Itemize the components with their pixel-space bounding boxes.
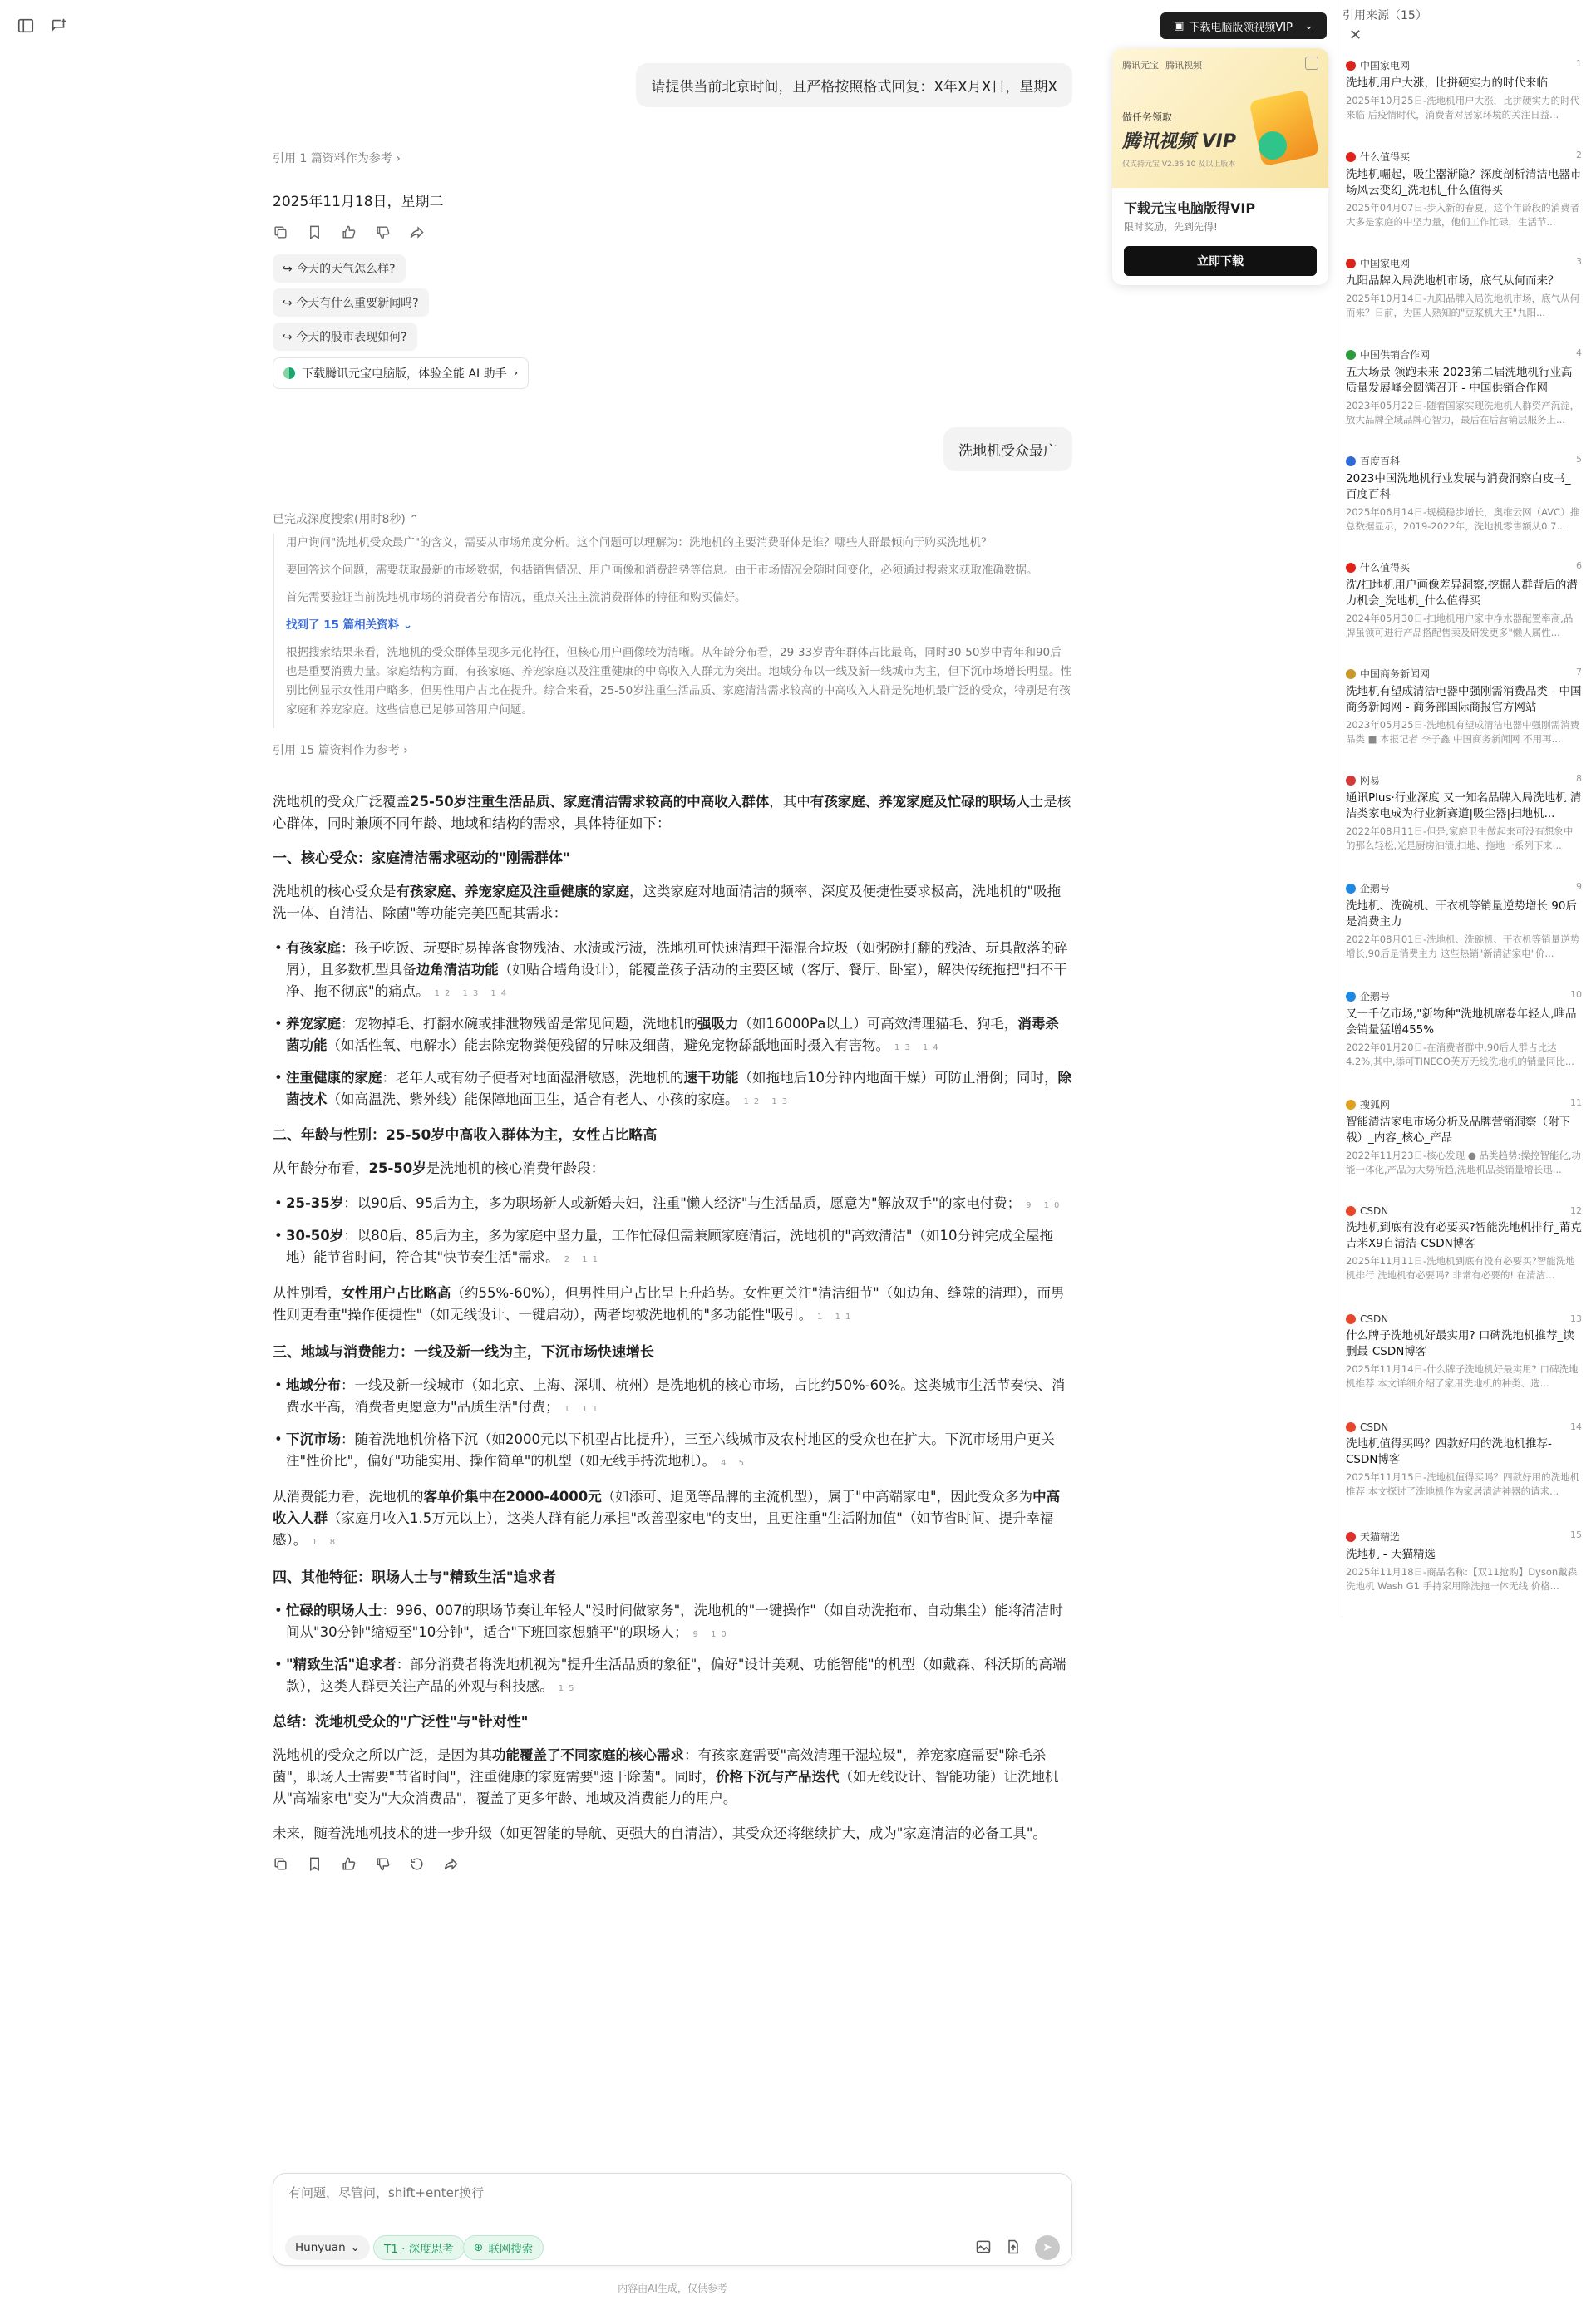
section-heading: 二、年龄与性别：25-50岁中高收入群体为主，女性占比略高	[273, 1127, 658, 1144]
source-snippet: 2025年10月14日-九阳品牌入局洗地机市场，底气从何而来？日前，为国人熟知的"豆浆机大王"九阳...	[1346, 293, 1580, 318]
source-item[interactable]	[1346, 1421, 1582, 1499]
source-name: 百度百科	[1360, 456, 1401, 467]
source-snippet: 2025年11月15日-洗地机值得买吗？四款好用的洗地机推荐 本文探讨了洗地机作为家居清洁神器的请求...	[1346, 1471, 1580, 1497]
send-icon[interactable]: ➤	[1035, 2235, 1060, 2260]
thumbs-up-icon[interactable]	[341, 1856, 357, 1872]
source-name: 中国家电网	[1360, 258, 1411, 269]
source-title: 五大场景 领跑未来 2023第二届洗地机行业高质量发展峰会圆满召开 - 中国供销合作网	[1346, 366, 1573, 395]
section-heading: 四、其他特征：职场人士与"精致生活"追求者	[273, 1569, 556, 1586]
source-number: 7	[1576, 667, 1582, 677]
thinking-content: 用户询问"洗地机受众最广"的含义，需要从市场角度分析。这个问题可以理解为：洗地机的主要消费群体是谁？哪些人群最倾向于购买洗地机？ 要回答这个问题，需要获取最新的市场数据，包括销售情况、用户画像和消费趋势等信息。由于市场情况会随时间变化，必须通过搜索来获取准确数据。 首先需要验证当前洗地机市场的消费者分布情况，重点关注主流消费群体的特征和购买偏好。 找到了 15 篇相关资料 ⌄ 根据搜索结果来看，洗地机的受众群体呈现多元化特征，但核心用户画像较为清晰。从年龄分布看，29-33岁青年群体占比最高，同时30-50岁中青年和90后也是重要消费力量。家庭结构方面，有孩家庭、养宠家庭以及注重健康的中高收入人群尤为突出。地域分布以一线及新一线城市为主，但下沉市场增长明显。性别比例显示女性用户略多，但男性用户占比在提升。综合来看，25-50岁注重生活品质、家庭清洁需求较高的中高收入人群是洗地机最广泛的受众，特别是有孩家庭和养宠家庭。这些信息已足够回答用户问题。	[273, 534, 1072, 728]
list-item: • 30-50岁：以80后、85后为主，多为家庭中坚力量，工作忙碌但需兼顾家庭清洁，洗地机的"高效清洁"（如10分钟完成全屋拖地）能节省时间，符合其"快节奏生活"需求。 2 11	[273, 1225, 1072, 1271]
list-item: • 养宠家庭：宠物掉毛、打翻水碗或排泄物残留是常见问题，洗地机的强吸力（如16000Pa以上）可高效清理猫毛、狗毛，消毒杀菌功能（如活性氧、电解水）能去除宠物粪便残留的异味及细菌，避免宠物舔舐地面时摄入有害物。 13 14	[273, 1013, 1072, 1059]
ad-title: 下载元宝电脑版得VIP	[1124, 200, 1256, 216]
globe-icon: ⊕	[474, 2241, 484, 2254]
source-snippet: 2025年10月25日-洗地机用户大涨，比拼硬实力的时代来临 后疫情时代，消费者对居家环境的关注日益...	[1346, 95, 1580, 121]
source-name: 什么值得买	[1360, 562, 1411, 574]
source-number: 8	[1576, 773, 1582, 784]
source-title: 洗地机有望成清洁电器中强刚需消费品类 - 中国商务新闻网 - 商务部国际商报官方网站	[1346, 685, 1582, 714]
source-number: 5	[1576, 454, 1582, 465]
source-number: 9	[1576, 881, 1582, 892]
source-logo-icon	[1346, 350, 1356, 360]
source-item[interactable]	[1346, 150, 1582, 229]
source-title: 洗地机值得买吗？四款好用的洗地机推荐-CSDN博客	[1346, 1437, 1552, 1466]
source-snippet: 2025年06月14日-规模稳步增长，奥维云网（AVC）推总数据显示，2019-2022年，洗地机零售额从0.7...	[1346, 506, 1580, 532]
source-snippet: 2025年11月18日-商品名称:【双11抢购】Dyson戴森洗地机 Wash G1 手持家用除洗拖一体无线 价格...	[1346, 1566, 1578, 1592]
source-item[interactable]	[1346, 256, 1582, 320]
source-snippet: 2022年01月20日-在消费者群中,90后人群占比达4.2%,其中,添可TINECO芙万无线洗地机的销量同比...	[1346, 1042, 1574, 1067]
source-item[interactable]	[1346, 1097, 1582, 1177]
reference-marks[interactable]: 9 10	[692, 1630, 732, 1639]
suggestion-1[interactable]: ↪ 今天的天气怎么样?	[273, 254, 406, 283]
source-number: 2	[1576, 150, 1582, 160]
reference-marks[interactable]: 2 11	[564, 1255, 603, 1264]
source-item[interactable]	[1346, 989, 1582, 1069]
source-item[interactable]	[1346, 560, 1582, 640]
source-snippet: 2023年05月22日-随着国家实现洗地机人群资产沉淀，放大品牌全域品牌心智力，最后在后营销层服务上...	[1346, 400, 1580, 426]
reference-marks[interactable]: 15	[558, 1684, 579, 1693]
source-logo-icon	[1346, 884, 1356, 894]
reference-marks[interactable]: 13 14	[894, 1043, 943, 1052]
source-logo-icon	[1346, 992, 1356, 1002]
source-name: 企鹅号	[1360, 883, 1391, 894]
source-name: 天猫精选	[1360, 1531, 1401, 1543]
vip-ad-card	[1112, 48, 1328, 285]
message-actions	[273, 1856, 1072, 1872]
section-heading: 一、核心受众：家庭清洁需求驱动的"刚需群体"	[273, 850, 570, 867]
list-item: • 忙碌的职场人士：996、007的职场节奏让年轻人"没时间做家务"，洗地机的"一键操作"（如自动洗拖布、自动集尘）能将清洁时间从"30分钟"缩短至"10分钟"，适合"下班回家想躺平"的职场人； 9 10	[273, 1600, 1072, 1646]
reference-marks[interactable]: 1 11	[817, 1313, 856, 1322]
bullet-list	[273, 1375, 1072, 1475]
chevron-down-icon: ⌄	[1303, 19, 1313, 32]
sources-header: 引用来源（15）	[1342, 9, 1427, 22]
source-title: 洗地机、洗碗机、干衣机等销量逆势增长 90后是消费主力	[1346, 899, 1577, 928]
source-number: 11	[1570, 1097, 1582, 1108]
disclaimer: 内容由AI生成，仅供参考	[618, 2283, 727, 2294]
image-upload-icon[interactable]	[975, 2239, 992, 2255]
source-logo-icon	[1346, 259, 1356, 268]
yuanbao-logo: 腾讯元宝	[1122, 60, 1159, 71]
source-number: 15	[1570, 1529, 1582, 1540]
chat-input[interactable]	[288, 2185, 1053, 2200]
source-number: 4	[1576, 347, 1582, 358]
deep-search-toggle[interactable]: 已完成深度搜索(用时8秒) ⌃	[273, 513, 420, 526]
source-number: 14	[1570, 1421, 1582, 1432]
source-snippet: 2022年08月01日-洗地机、洗碗机、干衣机等销量逆势增长,90后是消费主力 这些热销"新清洁家电"价...	[1346, 933, 1580, 959]
assistant-answer: 洗地机的受众广泛覆盖25-50岁注重生活品质、家庭清洁需求较高的中高收入群体，其中有孩家庭、养宠家庭及忙碌的职场人士是核心群体，同时兼顾不同年龄、地域和结构的需求，具体特征如下： 一、核心受众：家庭清洁需求驱动的"刚需群体" 洗地机的核心受众是有孩家庭、养宠家庭及注重健康的家庭，这类家庭对地面清洁的频率、深度及便捷性要求极高，洗地机的"吸拖洗一体、自清洁、除菌"等功能完美匹配其需求： • 有孩家庭：孩子吃饭、玩耍时易掉落食物残渣、水渍或污渍，洗地机可快速清理干湿混合垃圾（如粥碗打翻的残渣、玩具散落的碎屑），且多数机型具备边角清洁功能（如贴合墙角设计），能覆盖孩子活动的主要区域（客厅、餐厅、卧室），解决传统拖把"扫不干净、拖不彻底"的痛点。 12 13 14 • 养宠家庭：宠物掉毛、打翻水碗或排泄物残留是常见问题，洗地机的强吸力（如16000Pa以上）可高效清理猫毛、狗毛，消毒杀菌功能（如活性氧、电解水）能去除宠物粪便残留的异味及细菌，避免宠物舔舐地面时摄入有害物。 13 14 • 注重健康的家庭：老年人或有幼子便者对地面湿滑敏感，洗地机的速干功能（如拖地后10分钟内地面干燥）可防止滑倒；同时，除菌技术（如高温洗、紫外线）能保障地面卫生，适合有老人、小孩的家庭。 12 13 二、年龄与性别：25-50岁中高收入群体为主，女性占比略高 从年龄分布看，25-50岁是洗地机的核心消费年龄段： • 25-35岁：以90后、95后为主，多为职场新人或新婚夫妇，注重"懒人经济"与生活品质，愿意为"解放双手"的家电付费； 9 10 • 30-50岁：以80后、85后为主，多为家庭中坚力量，工作忙碌但需兼顾家庭清洁，洗地机的"高效清洁"（如10分钟完成全屋拖地）能节省时间，符合其"快节奏生活"需求。 2 11 从性别看，女性用户占比略高（约55%-60%），但男性用户占比呈上升趋势。女性更关注"清洁细节"（如边角、缝隙的清理），而男性则更看重"操作便捷性"（如无线设计、一键启动），两者均被洗地机的"多功能性"吸引。 1 11 三、地域与消费能力：一线及新一线为主，下沉市场快速增长 • 地域分布：一线及新一线城市（如北京、上海、深圳、杭州）是洗地机的核心市场，占比约50%-60%。这类城市生活节奏快、消费水平高，消费者更愿意为"品质生活"付费； 1 11 • 下沉市场：随着洗地机价格下沉（如2000元以下机型占比提升），三至六线城市及农村地区的受众也在扩大。下沉市场用户更关注"性价比"，偏好"功能实用、操作简单"的机型（如无线手持洗地机）。 4 5 从消费能力看，洗地机的客单价集中在2000-4000元（如添可、追觅等品牌的主流机型），属于"中高端家电"，因此受众多为中高收入人群（家庭月收入1.5万元以上），这类人群有能力承担"改善型家电"的支出，且更注重"生活附加值"（如节省时间、提升幸福感）。 1 8 四、其他特征：职场人士与"精致生活"追求者 • 忙碌的职场人士：996、007的职场节奏让年轻人"没时间做家务"，洗地机的"一键操作"（如自动洗拖布、自动集尘）能将清洁时间从"30分钟"缩短至"10分钟"，适合"下班回家想躺平"的职场人； 9 10 • "精致生活"追求者：部分消费者将洗地机视为"提升生活品质的象征"，偏好"设计美观、功能智能"的机型（如戴森、科沃斯的高端款），这类人群更关注产品的外观与科技感。 15 总结：洗地机受众的"广泛性"与"针对性" 洗地机的受众之所以广泛，是因为其功能覆盖了不同家庭的核心需求：有孩家庭需要"高效清理干湿垃圾"，养宠家庭需要"除毛杀菌"，职场人士需要"节省时间"，注重健康的家庭需要"速干除菌"。同时，价格下沉与产品迭代（如无线设计、智能功能）让洗地机从"高端家电"变为"大众消费品"，覆盖了更多年龄、地域及消费能力的用户。 未来，随着洗地机技术的进一步升级（如更智能的导航、更强大的自清洁），其受众还将继续扩大，成为"家庭清洁的必备工具"。	[273, 791, 1072, 1872]
model-selector[interactable]: Hunyuan ⌄	[285, 2235, 370, 2260]
source-logo-icon	[1346, 1206, 1356, 1216]
top-toolbar	[17, 17, 68, 35]
source-logo-icon	[1346, 1314, 1356, 1324]
vip-card-graphic	[1249, 90, 1319, 167]
web-search-toggle[interactable]: ⊕ 联网搜索	[463, 2235, 544, 2260]
source-number: 10	[1570, 989, 1582, 1000]
citation-link[interactable]: 引用 1 篇资料作为参考 ›	[273, 152, 401, 165]
citation-link[interactable]: 引用 15 篇资料作为参考 ›	[273, 744, 408, 757]
source-number: 1	[1576, 58, 1582, 69]
share-icon[interactable]	[443, 1856, 459, 1872]
source-title: 洗地机用户大涨，比拼硬实力的时代来临	[1346, 76, 1548, 90]
found-sources-link[interactable]: 找到了 15 篇相关资料 ⌄	[286, 618, 413, 632]
source-snippet: 2023年05月25日-洗地机有望成清洁电器中强刚需消费品类 ■ 本报记者 李子鑫 中国商务新闻网 不用再...	[1346, 719, 1580, 745]
reference-marks[interactable]: 4 5	[721, 1459, 750, 1468]
source-number: 6	[1576, 560, 1582, 571]
source-logo-icon	[1346, 1422, 1356, 1432]
chevron-down-icon: ⌄	[350, 2241, 360, 2254]
source-title: 什么牌子洗地机好最实用? 口碑洗地机推荐_读删最-CSDN博客	[1346, 1329, 1574, 1358]
source-item[interactable]	[1346, 1313, 1582, 1391]
reference-marks[interactable]: 1 8	[312, 1538, 341, 1547]
source-item[interactable]	[1346, 773, 1582, 853]
image-icon	[1305, 57, 1318, 70]
list-item: • 地域分布：一线及新一线城市（如北京、上海、深圳、杭州）是洗地机的核心市场，占比约50%-60%。这类城市生活节奏快、消费水平高，消费者更愿意为"品质生活"付费； 1 11	[273, 1375, 1072, 1421]
tencent-video-logo: 腾讯视频	[1165, 60, 1202, 71]
source-name: CSDN	[1360, 1205, 1389, 1217]
list-item: • 25-35岁：以90后、95后为主，多为职场新人或新婚夫妇，注重"懒人经济"与生活品质，愿意为"解放双手"的家电付费； 9 10	[273, 1193, 1072, 1217]
source-title: 又一千亿市场,"新物种"洗地机席卷年轻人,唯品会销量猛增455%	[1346, 1007, 1577, 1037]
source-item[interactable]	[1346, 454, 1582, 534]
list-item: • 注重健康的家庭：老年人或有幼子便者对地面湿滑敏感，洗地机的速干功能（如拖地后10分钟内地面干燥）可防止滑倒；同时，除菌技术（如高温洗、紫外线）能保障地面卫生，适合有老人、小孩的家庭。 12 13	[273, 1067, 1072, 1113]
source-logo-icon	[1346, 1100, 1356, 1110]
source-logo-icon	[1346, 669, 1356, 679]
source-snippet: 2022年08月11日-但是,家庭卫生做起来可没有想象中的那么轻松,光是厨房油渍,扫地、拖地一系列下来...	[1346, 825, 1574, 851]
source-name: 网易	[1360, 775, 1381, 786]
ad-subtitle: 限时奖励，先到先得!	[1124, 221, 1218, 233]
source-snippet: 2025年11月11日-洗地机到底有没有必要买?智能洗地机排行 洗地机有必要吗? 非常有必要的! 在清洁...	[1346, 1255, 1575, 1281]
section-heading: 三、地域与消费能力：一线及新一线为主，下沉市场快速增长	[273, 1344, 654, 1361]
new-chat-icon[interactable]	[50, 17, 68, 35]
ad-tag: 做任务领取	[1122, 111, 1173, 123]
reference-marks[interactable]: 1 11	[564, 1405, 603, 1414]
source-item[interactable]	[1346, 881, 1582, 961]
copy-icon[interactable]	[273, 224, 288, 240]
thumbs-up-icon[interactable]	[341, 224, 357, 240]
source-title: 九阳品牌入局洗地机市场，底气从何而来？	[1346, 274, 1559, 288]
share-icon[interactable]	[409, 224, 425, 240]
ad-download-button[interactable]: 立即下载	[1124, 246, 1317, 276]
close-icon[interactable]: ✕	[1349, 27, 1362, 44]
user-message: 洗地机受众最广	[943, 427, 1072, 471]
download-app-bar[interactable]: 下载腾讯元宝电脑版，体验全能 AI 助手 ›	[273, 357, 529, 389]
thumbs-down-icon[interactable]	[375, 224, 391, 240]
file-upload-icon[interactable]	[1005, 2239, 1022, 2255]
sidebar-toggle-icon[interactable]	[17, 17, 35, 35]
source-title: 通讯Plus·行业深度 又一知名品牌入局洗地机 清洁类家电成为行业新赛道|吸尘器|扫地机...	[1346, 791, 1582, 820]
copy-icon[interactable]	[273, 1856, 288, 1872]
list-item: • "精致生活"追求者：部分消费者将洗地机视为"提升生活品质的象征"，偏好"设计美观、功能智能"的机型（如戴森、科沃斯的高端款），这类人群更关注产品的外观与科技感。 15	[273, 1654, 1072, 1700]
bookmark-icon[interactable]	[307, 1856, 323, 1872]
ad-version: 仅支持元宝 V2.36.10 及以上版本	[1122, 160, 1236, 169]
thumbs-down-icon[interactable]	[375, 1856, 391, 1872]
source-snippet: 2022年11月23日-核心发现 ● 品类趋势:操控智能化,功能一体化,产品为大势所趋,洗地机品类销量增长迅...	[1346, 1150, 1582, 1175]
yuanbao-icon	[283, 367, 295, 379]
user-message: 请提供当前北京时间，且严格按照格式回复：X年X月X日，星期X	[636, 63, 1072, 107]
bullet-list	[273, 1600, 1072, 1700]
reference-marks[interactable]: 12 13 14	[434, 989, 512, 998]
source-title: 智能清洁家电市场分析及品牌营销洞察（附下载）_内容_核心_产品	[1346, 1116, 1570, 1145]
source-snippet: 2024年05月30日-扫地机用户家中净水器配置率高,品牌虽领可进行产品搭配售卖及研发更多"懒人属性...	[1346, 613, 1574, 638]
source-item[interactable]	[1346, 58, 1582, 122]
source-title: 洗地机崛起，吸尘器渐隐？深度剖析清洁电器市场风云变幻_洗地机_什么值得买	[1346, 168, 1582, 197]
source-item[interactable]	[1346, 1205, 1582, 1283]
source-item[interactable]	[1346, 347, 1582, 427]
source-snippet: 2025年04月07日-步入新的春夏，这个年龄段的消费者大多是家庭的中坚力量，他们工作忙碌，生活节...	[1346, 202, 1580, 228]
source-title: 洗/扫地机用户画像差异洞察,挖掘人群背后的潜力机会_洗地机_什么值得买	[1346, 579, 1578, 608]
source-item[interactable]	[1346, 667, 1582, 746]
bullet-list	[273, 938, 1072, 1113]
source-logo-icon	[1346, 152, 1356, 162]
chat-input-box	[273, 2173, 1072, 2266]
sources-panel	[1342, 0, 1587, 1617]
suggestion-3[interactable]: ↪ 今天的股市表现如何?	[273, 323, 417, 351]
source-number: 12	[1570, 1205, 1582, 1216]
source-logo-icon	[1346, 776, 1356, 786]
source-logo-icon	[1346, 1532, 1356, 1542]
source-name: 中国供销合作网	[1360, 349, 1431, 361]
assistant-answer: 2025年11月18日，星期二	[273, 194, 444, 210]
source-title: 洗地机 - 天猫精选	[1346, 1548, 1436, 1561]
source-name: CSDN	[1360, 1313, 1389, 1325]
play-icon	[1259, 131, 1287, 160]
deep-think-toggle[interactable]: T1 · 深度思考	[373, 2235, 465, 2260]
source-logo-icon	[1346, 456, 1356, 466]
source-number: 3	[1576, 256, 1582, 267]
list-item: • 下沉市场：随着洗地机价格下沉（如2000元以下机型占比提升），三至六线城市及农村地区的受众也在扩大。下沉市场用户更关注"性价比"，偏好"功能实用、操作简单"的机型（如无线手持洗地机）。 4 5	[273, 1429, 1072, 1475]
source-title: 洗地机到底有没有必要买?智能洗地机排行_莆克吉米X9自清洁-CSDN博客	[1346, 1221, 1582, 1250]
monitor-icon: ▣	[1174, 19, 1185, 32]
source-name: 搜狐网	[1360, 1099, 1391, 1111]
source-name: CSDN	[1360, 1421, 1389, 1433]
source-name: 中国商务新闻网	[1360, 668, 1431, 680]
source-title: 2023中国洗地机行业发展与消费洞察白皮书_百度百科	[1346, 472, 1571, 501]
reference-marks[interactable]: 9 10	[1026, 1201, 1065, 1210]
source-logo-icon	[1346, 61, 1356, 71]
bookmark-icon[interactable]	[307, 224, 323, 240]
bullet-list	[273, 1193, 1072, 1271]
source-name: 中国家电网	[1360, 60, 1411, 71]
source-number: 13	[1570, 1313, 1582, 1324]
source-name: 企鹅号	[1360, 991, 1391, 1002]
source-item[interactable]	[1346, 1529, 1582, 1593]
source-name: 什么值得买	[1360, 151, 1411, 163]
suggestion-2[interactable]: ↪ 今天有什么重要新闻吗?	[273, 288, 429, 317]
reference-marks[interactable]: 12 13	[743, 1097, 793, 1106]
ad-banner	[1112, 48, 1328, 188]
source-snippet: 2025年11月14日-什么牌子洗地机好最实用? 口碑洗地机推荐 本文详细介绍了家用洗地机的种类、选...	[1346, 1363, 1579, 1389]
message-actions	[273, 224, 425, 240]
section-heading: 总结：洗地机受众的"广泛性"与"针对性"	[273, 1714, 529, 1731]
regenerate-icon[interactable]	[409, 1856, 425, 1872]
list-item: • 有孩家庭：孩子吃饭、玩耍时易掉落食物残渣、水渍或污渍，洗地机可快速清理干湿混合垃圾（如粥碗打翻的残渣、玩具散落的碎屑），且多数机型具备边角清洁功能（如贴合墙角设计），能覆盖孩子活动的主要区域（客厅、餐厅、卧室），解决传统拖把"扫不干净、拖不彻底"的痛点。 12 13 14	[273, 938, 1072, 1005]
ad-vip-text: 腾讯视频 VIP	[1122, 131, 1236, 152]
download-vip-button[interactable]: ▣ 下载电脑版领视频VIP ⌄	[1160, 12, 1327, 39]
source-logo-icon	[1346, 563, 1356, 573]
